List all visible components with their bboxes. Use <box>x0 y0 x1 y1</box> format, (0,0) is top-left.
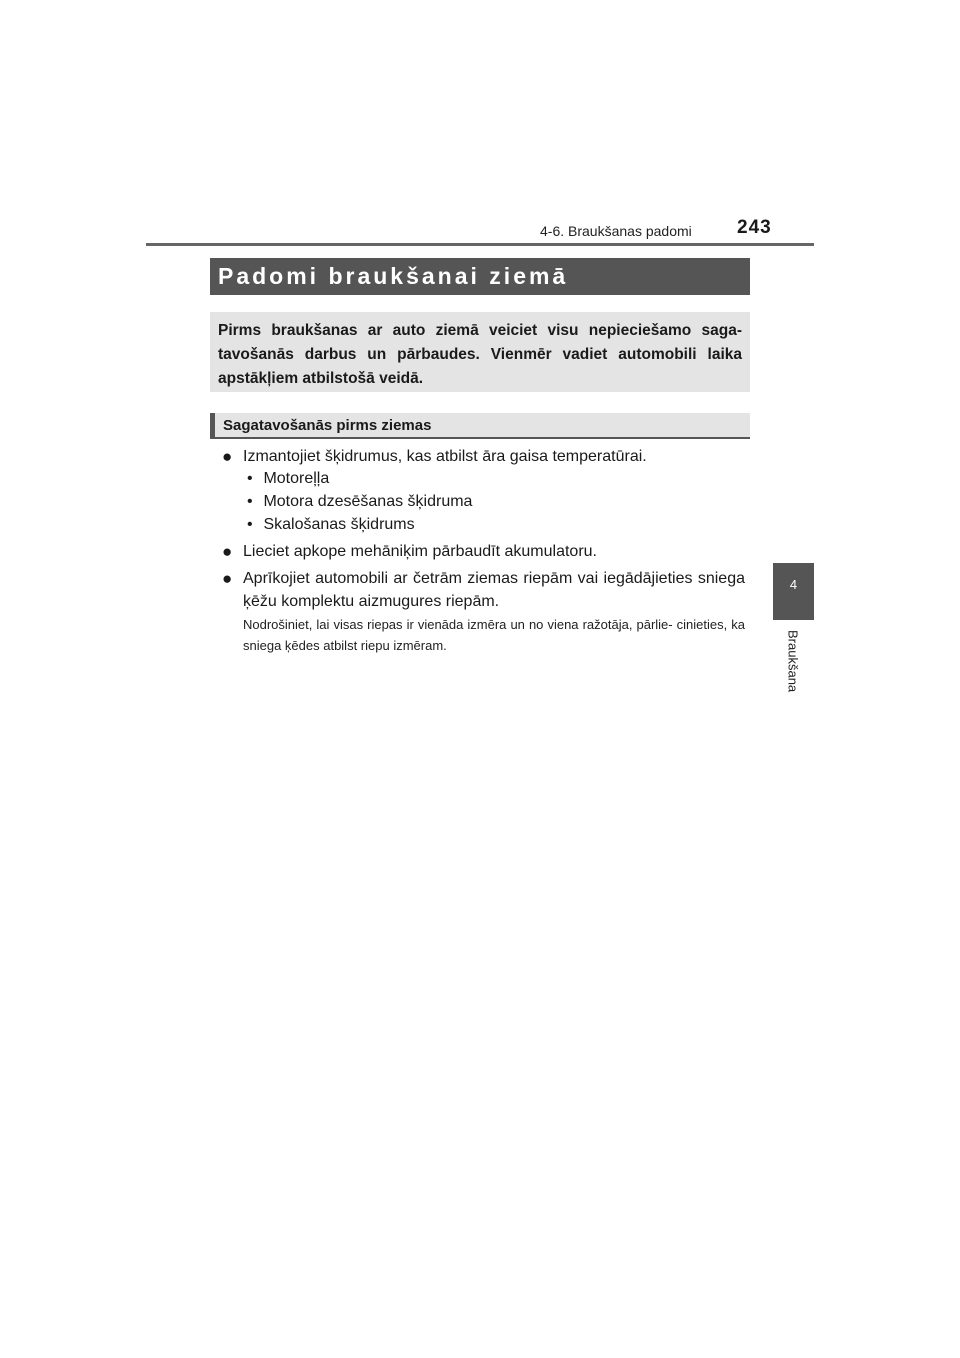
page-title: Padomi braukšanai ziemā <box>210 258 750 295</box>
sub-bullet-marker: • <box>247 516 253 533</box>
intro-paragraph: Pirms braukšanas ar auto ziemā veiciet visu nepieciešamo saga- tavošanās darbus un pārbaudes. Vienmēr vadiet automobili laika apstākļiem atbilstošā veidā. <box>210 312 750 392</box>
sub-bullet-marker: • <box>247 493 253 510</box>
header-section-title: 4-6. Braukšanas padomi <box>540 223 692 239</box>
sub-bullet-marker: • <box>247 470 253 487</box>
bullet-item <box>222 445 745 468</box>
sub-list-item <box>247 513 415 536</box>
note-paragraph: Nodrošiniet, lai visas riepas ir vienāda izmēra un no viena ražotāja, pārlie- cinieties, ka sniega ķēdes atbilst riepu izmēram. <box>243 617 745 653</box>
chapter-tab-number: 4 <box>789 577 798 592</box>
bullet-text: Izmantojiet šķidrumus, kas atbilst āra gaisa temperatūrai. <box>243 448 647 465</box>
page-number: 243 <box>737 217 772 238</box>
header-divider <box>146 243 814 246</box>
sub-list-text: Motoreļļa <box>263 470 330 487</box>
section-heading: Sagatavošanās pirms ziemas <box>210 413 750 439</box>
bullet-text: Aprīkojiet automobili ar četrām ziemas riepām vai iegādājieties sniega ķēžu komplektu aizmugures riepām. <box>243 570 745 610</box>
chapter-tab-label: Braukšana <box>785 630 801 693</box>
sub-list-text: Motora dzesēšanas šķidruma <box>263 493 473 510</box>
bullet-item <box>222 567 745 613</box>
bullet-text: Lieciet apkope mehāniķim pārbaudīt akumulatoru. <box>243 543 597 560</box>
bullet-marker: ● <box>222 447 233 466</box>
sub-list-item <box>247 490 472 513</box>
bullet-marker: ● <box>222 542 233 561</box>
sub-list-text: Skalošanas šķidrums <box>263 516 415 533</box>
bullet-item <box>222 540 745 563</box>
sub-list-item <box>247 467 329 490</box>
bullet-marker: ● <box>222 569 233 588</box>
